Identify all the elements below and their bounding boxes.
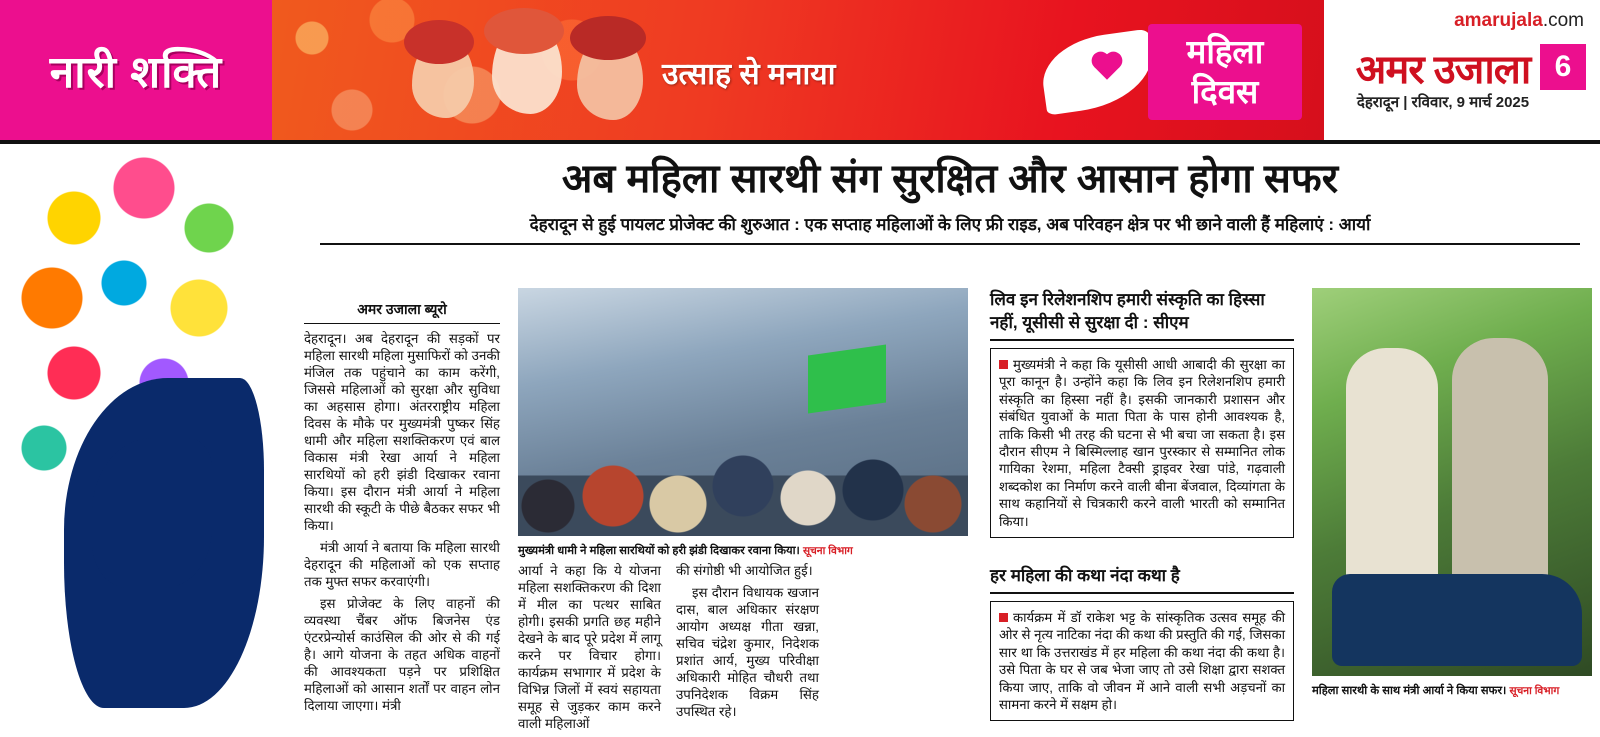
square-bullet-icon	[999, 613, 1008, 622]
masthead-slogan: उत्साह से मनाया	[662, 58, 836, 91]
photo-credit: सूचना विभाग	[803, 545, 853, 557]
paragraph: मंत्री आर्या ने बताया कि महिला सारथी देहरादून की महिलाओं को एक सप्ताह तक मुफ्त सफर करवाएंगी।	[304, 540, 500, 589]
photo-caption	[518, 544, 968, 558]
logo-line-2: दिवस	[1191, 73, 1259, 110]
paragraph: देहरादून। अब देहरादून की सड़कों पर महिला सारथी महिला मुसाफिरों को उनकी मंजिल तक पहुंचाने का काम करेंगी, जिससे महिलाओं को सुरक्षा और सुविधा का अहसास होगा। अंतरराष्ट्रीय महिला दिवस के मौके पर मुख्यमंत्री पुष्कर सिंह धामी और महिला सशक्तिकरण एवं बाल विकास मंत्री रेखा आर्या ने महिला सारथियों को हरी झंडी दिखाकर रवाना किया। इस दौरान मंत्री आर्या ने महिला सारथी की स्कूटी के पीछे बैठकर सफर भी किया।	[304, 331, 500, 533]
paragraph: इस प्रोजेक्ट के लिए वाहनों की व्यवस्था चैंबर ऑफ बिजनेस एंड एंटरप्रेन्योर्स काउंसिल की ओर से की गई है। आगे योजना के तहत अधिक वाहनों की आवश्यकता पड़ने पर प्रशिक्षित महिलाओं को आसान शर्तों पर वाहन लोन दिलाया जाएगा। मंत्री	[304, 596, 500, 713]
photo-credit: सूचना विभाग	[1509, 685, 1560, 697]
scooter-shape	[1332, 574, 1582, 666]
hair-icon	[404, 20, 474, 64]
sidebar-box-2	[990, 564, 1294, 721]
text-column-1	[304, 300, 500, 719]
section-banner	[0, 0, 272, 140]
page-title: अब महिला सारथी संग सुरक्षित और आसान होगा सफर	[561, 157, 1339, 201]
crowd-shape	[518, 386, 968, 536]
headline-divider	[320, 243, 1580, 245]
hair-icon	[570, 16, 646, 60]
main-photo-caption-wrap	[518, 540, 968, 558]
woman-figure-shape	[1452, 338, 1548, 578]
mahila-diwas-logo	[1052, 24, 1302, 120]
box-text: कार्यक्रम में डॉ राकेश भट्ट के सांस्कृतिक उत्सव समूह की ओर से नृत्य नाटिका नंदा की कथा की प्रस्तुति की गई, जिसका सार था कि उत्तराखंड में हर महिला की कथा नंदा की कथा है। उसे पिता के घर से जब भेजा जाए तो उसे शिक्षा द्वारा सशक्त किया जाए, ताकि वो जीवन में आने वाली सभी अड़चनों का सामना करने में सक्षम हो।	[999, 610, 1285, 713]
hair-icon	[484, 8, 564, 54]
masthead-art-banner	[272, 0, 1324, 140]
green-flag-icon	[808, 345, 886, 414]
brand-title: अमर उजाला	[1355, 48, 1531, 92]
secondary-photo	[1312, 288, 1592, 676]
sub-headline: देहरादून से हुई पायलट प्रोजेक्ट की शुरुआत : एक सप्ताह महिलाओं के लिए फ्री राइड, अब परिवहन क्षेत्र पर भी छाने वाली हैं महिलाएं : आर्या	[529, 215, 1371, 234]
text-column-3	[676, 562, 819, 725]
box-text: मुख्यमंत्री ने कहा कि यूसीसी आधी आबादी की सुरक्षा का पूरा कानून है। उन्होंने कहा कि लिव इन रिलेशनशिप हमारी संस्कृति का हिस्सा नहीं है। इसकी जानकारी प्रशासन और संबंधित युवाओं के माता पिता के पास होनी आवश्यक है, ताकि किसी भी तरह की घटना से भी बचा जा सकता है। इस दौरान सीएम ने बिस्मिल्लाह खान पुरस्कार से सम्मानित लोक गायिका रेशमा, महिला टैक्सी ड्राइवर रेखा पांडे, गढ़वाली शब्दकोश का निर्माण करने वाली बीना बेंजवाल, दिव्यांगता के साथ कहानियों से चित्रकारी करने वाली भारती को सम्मानित किया।	[999, 357, 1285, 529]
brand-block	[1324, 0, 1600, 140]
floral-woman-illustration	[4, 148, 304, 708]
edition-date: देहरादून | रविवार, 9 मार्च 2025	[1356, 94, 1530, 111]
masthead	[0, 0, 1600, 140]
logo-line-1: महिला	[1186, 33, 1264, 70]
box-body	[990, 348, 1294, 538]
square-bullet-icon	[999, 360, 1008, 369]
box-title: हर महिला की कथा नंदा कथा है	[990, 564, 1294, 594]
paragraph: इस दौरान विधायक खजान दास, बाल अधिकार संरक्षण आयोग अध्यक्ष गीता खन्ना, सचिव चंद्रेश कुमार, निदेशक प्रशांत आर्य, मुख्य परिवीक्षा अधिकारी मोहित चौधरी तथा उपनिदेशक विक्रम सिंह उपस्थित रहे।	[676, 585, 819, 719]
paragraph: आर्या ने कहा कि ये योजना महिला सशक्तिकरण की दिशा में मील का पत्थर साबित होगी। इसकी प्रगति छह महीने देखने के बाद पूरे प्रदेश में लागू करने पर विचार होगा। कार्यक्रम सभागार में प्रदेश के विभिन्न जिलों में स्वयं सहायता समूह से जुड़कर काम करने वाली महिलाओं	[518, 563, 661, 731]
logo-text-box	[1148, 24, 1302, 120]
article-body	[304, 290, 1592, 731]
section-title: नारी शक्ति	[49, 48, 223, 97]
caption-text: महिला सारथी के साथ मंत्री आर्या ने किया सफर।	[1312, 685, 1507, 697]
text-column-2	[518, 562, 661, 737]
box-paragraph	[999, 356, 1285, 530]
website-url[interactable]	[1454, 10, 1584, 32]
sidebar-box-1	[990, 288, 1294, 538]
box-body	[990, 601, 1294, 721]
paragraph: की संगोष्ठी भी आयोजित हुई।	[676, 563, 813, 578]
secondary-photo-caption-wrap	[1312, 680, 1592, 698]
page-number-badge: 6	[1540, 44, 1586, 90]
swoosh-icon	[1038, 29, 1159, 116]
website-name: amarujala	[1454, 10, 1543, 31]
caption-text: मुख्यमंत्री धामी ने महिला सारथियों को हरी झंडी दिखाकर रवाना किया।	[518, 545, 800, 557]
women-faces-illustration	[402, 6, 702, 136]
byline: अमर उजाला ब्यूरो	[304, 300, 500, 324]
photo-caption	[1312, 684, 1592, 698]
box-paragraph	[999, 609, 1285, 713]
box-title: लिव इन रिलेशनशिप हमारी संस्कृति का हिस्सा नहीं, यूसीसी से सुरक्षा दी : सीएम	[990, 288, 1294, 341]
woman-figure-shape	[1346, 348, 1438, 578]
website-tld: .com	[1542, 10, 1584, 31]
main-photo	[518, 288, 968, 536]
profile-silhouette-icon	[64, 378, 264, 708]
